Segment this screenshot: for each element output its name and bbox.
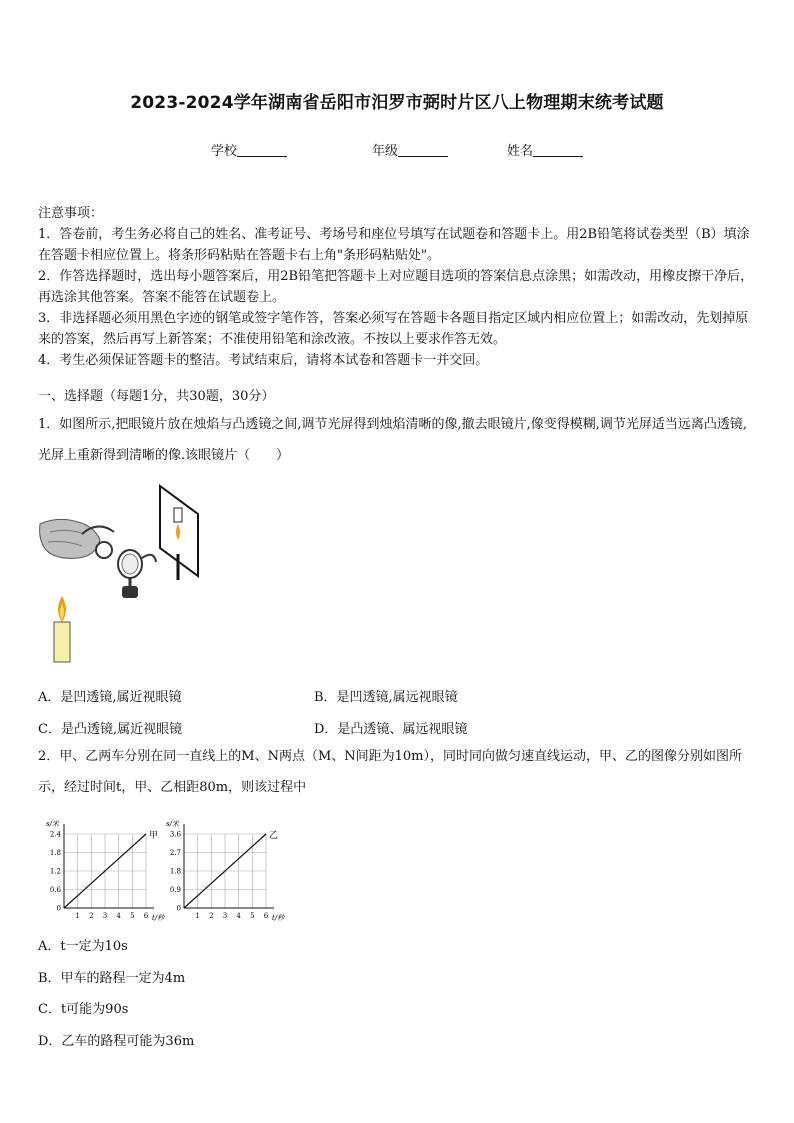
y-tick-label: 2.7 — [169, 849, 181, 857]
q1-option-b[interactable]: B．是凹透镜,属远视眼镜 — [314, 690, 458, 705]
y-axis-label: s/米 — [46, 820, 59, 828]
q2-option-c[interactable]: C．t可能为90s — [38, 1002, 129, 1017]
name-label: 姓名 — [507, 144, 534, 159]
q1-option-a[interactable]: A．是凹透镜,属近视眼镜 — [38, 690, 182, 705]
x-tick-label: 2 — [89, 912, 94, 920]
school-field — [211, 140, 287, 159]
q1-option-c[interactable]: C．是凸透镜,属近视眼镜 — [38, 722, 183, 737]
x-tick-label: 4 — [236, 912, 241, 920]
y-axis-label: s/米 — [166, 820, 179, 828]
y-tick-label: 0.9 — [169, 886, 181, 894]
lens-experiment-figure — [38, 484, 208, 664]
light-screen-icon — [160, 486, 198, 580]
q1-option-d[interactable]: D．是凸透镜、属远视眼镜 — [314, 722, 468, 737]
y-tick-label: 0 — [176, 904, 181, 913]
grade-blank — [398, 144, 448, 157]
y-tick-label: 1.2 — [49, 867, 61, 876]
y-tick-label: 0.6 — [49, 886, 61, 894]
note-item: 3．非选择题必须用黑色字迹的钢笔或签字笔作答，答案必须写在答题卡各题目指定区域内相应位置上；如需改动，先划掉原来的答案，然后再写上新答案；不准使用铅笔和涂改液。不按以上要求作答无效。 — [38, 311, 749, 347]
x-tick-label: 6 — [143, 912, 149, 920]
convex-lens-icon — [118, 550, 156, 598]
x-axis-label: t/秒 — [152, 914, 165, 922]
note-item: 2．作答选择题时，选出每小题答案后，用2B铅笔把答题卡上对应题目选项的答案信息点涂黑；如需改动，用橡皮擦干净后，再选涂其他答案。答案不能答在试题卷上。 — [38, 269, 754, 305]
name-blank — [533, 144, 583, 157]
x-tick-label: 5 — [250, 912, 255, 920]
hand-with-glasses-icon — [40, 519, 114, 558]
y-tick-label: 2.4 — [49, 830, 61, 839]
page-title: 2023-2024学年湖南省岳阳市汨罗市弼时片区八上物理期末统考试题 — [130, 93, 664, 113]
series-label: 甲 — [149, 831, 159, 841]
name-field — [507, 140, 583, 159]
grade-label: 年级 — [372, 144, 399, 159]
x-tick-label: 3 — [222, 912, 228, 920]
y-tick-label: 1.8 — [49, 849, 61, 857]
q2-option-d[interactable]: D．乙车的路程可能为36m — [38, 1034, 195, 1049]
q2-option-b[interactable]: B．甲车的路程一定为4m — [38, 971, 186, 986]
x-tick-label: 2 — [209, 912, 214, 920]
school-label: 学校 — [211, 144, 238, 159]
candle-icon — [54, 596, 70, 662]
note-item: 4．考生必须保证答题卡的整洁。考试结束后，请将本试卷和答题卡一并交回。 — [38, 353, 489, 368]
x-tick-label: 4 — [116, 912, 121, 920]
series-label: 乙 — [269, 831, 279, 841]
q2-option-a[interactable]: A．t一定为10s — [38, 939, 128, 954]
y-tick-label: 3.6 — [169, 830, 181, 839]
x-tick-label: 1 — [195, 912, 200, 920]
x-axis-label: t/秒 — [272, 914, 285, 922]
x-tick-label: 6 — [263, 912, 269, 920]
x-tick-label: 3 — [102, 912, 108, 920]
note-item: 1．答卷前，考生务必将自己的姓名、准考证号、考场号和座位号填写在试题卷和答题卡上。用2B铅笔将试卷类型（B）填涂在答题卡相应位置上。将条形码粘贴在答题卡右上角"条形码粘贴处"。 — [38, 227, 750, 263]
y-tick-label: 1.8 — [169, 867, 181, 876]
grade-field — [372, 140, 448, 159]
school-blank — [237, 144, 287, 157]
notes-block — [38, 203, 758, 371]
question-2-stem: 2．甲、乙两车分别在同一直线上的M、N两点（M、N间距为10m），同时同向做匀速直线运动，甲、乙的图像分别如图所示，经过时间t，甲、乙相距80m，则该过程中 — [38, 749, 743, 795]
y-tick-label: 0 — [56, 904, 61, 913]
x-tick-label: 1 — [75, 912, 80, 920]
notes-heading: 注意事项： — [38, 206, 104, 221]
question-1-stem: 1．如图所示,把眼镜片放在烛焰与凸透镜之间,调节光屏得到烛焰清晰的像,撤去眼镜片,像变得模糊,调节光屏适当远离凸透镜,光屏上重新得到清晰的像.该眼镜片（ ） — [38, 417, 748, 463]
chart-jia — [38, 812, 165, 924]
section-heading: 一、选择题（每题1分，共30题，30分） — [38, 389, 275, 404]
chart-yi — [158, 812, 285, 924]
x-tick-label: 5 — [130, 912, 135, 920]
